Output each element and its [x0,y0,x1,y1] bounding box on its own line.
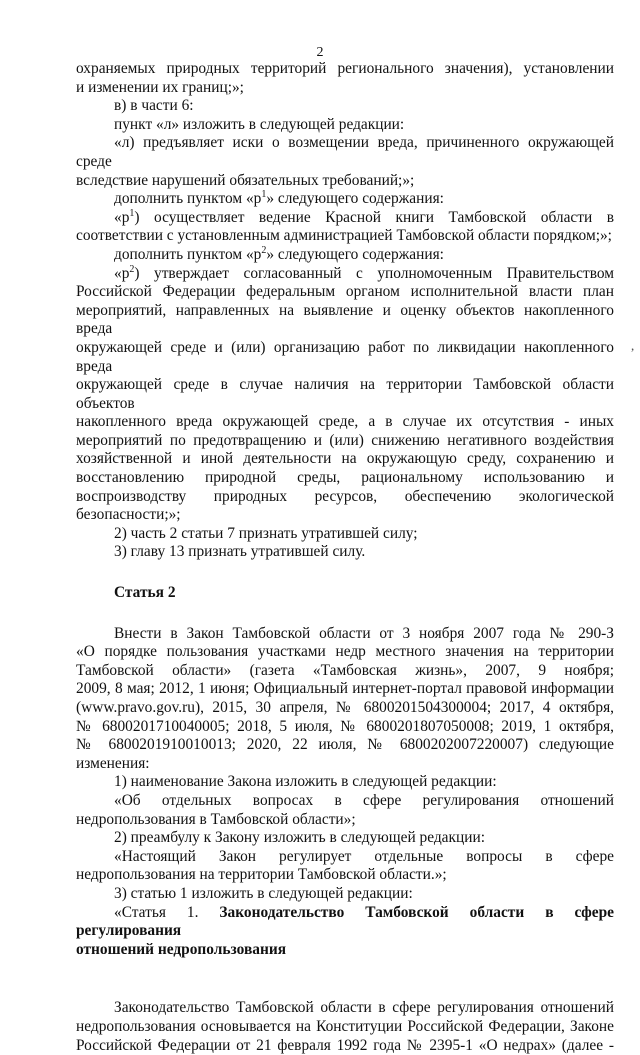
text-line: № 6800201910010013; 2020, 22 июля, № 6800202007220007) следующие изменения: [76,736,614,773]
article-title-line: отношений недропользования [76,941,614,960]
text-line: накопленного вреда окружающей среде, а в случае их отсутствия - иных [76,413,614,432]
text-line: 3) главу 13 признать утратившей силу. [76,543,614,562]
text-line: дополнить пунктом «$р^1$» следующего содержания: [76,190,614,209]
article-title-line: «Статья 1. Законодательство Тамбовской области в сфере регулирования [76,904,614,941]
text-line: окружающей среде в случае наличия на территории Тамбовской области объектов [76,376,614,413]
text-line: Российской Федерации от 21 февраля 1992 года № 2395-1 «О недрах» (далее - [76,1037,614,1055]
page-number: 2 [0,44,640,63]
edge-mark: , [631,337,634,356]
text-line: мероприятий по предотвращению и (или) снижению негативного воздействия [76,432,614,451]
text-line: охраняемых природных территорий регионального значения), установлении [76,60,614,79]
text-line: 2) преамбулу к Закону изложить в следующей редакции: [76,829,614,848]
text-line: 3) статью 1 изложить в следующей редакции: [76,885,614,904]
text-line: в) в части 6: [76,97,614,116]
text-line: вследствие нарушений обязательных требований;»; [76,172,614,191]
text-line: 2009, 8 мая; 2012, 1 июня; Официальный интернет-портал правовой информации [76,680,614,699]
text-line: соответствии с установленным администрацией Тамбовской области порядком;»; [76,227,614,246]
text-line: 2) часть 2 статьи 7 признать утратившей силу; [76,525,614,544]
text-line: воспроизводству природных ресурсов, обеспечению экологической [76,488,614,507]
text-line: № 6800201710040005; 2018, 5 июля, № 6800201807050008; 2019, 1 октября, [76,718,614,737]
article-heading: Статья 2 [76,584,614,603]
text-line: (www.pravo.gov.ru), 2015, 30 апреля, № 6800201504300004; 2017, 4 октября, [76,699,614,718]
text-line: Российской Федерации федеральным органом исполнительной власти план [76,283,614,302]
text-line: хозяйственной и иной деятельности на окружающую среду, сохранению и [76,450,614,469]
document-body [76,60,614,1055]
text-line: «Об отдельных вопросах в сфере регулирования отношений [76,792,614,811]
text-line: «$р^2$) утверждает согласованный с уполномоченным Правительством [76,265,614,284]
text-line: Внести в Закон Тамбовской области от 3 ноября 2007 года № 290-З [76,625,614,644]
text-line: мероприятий, направленных на выявление и оценку объектов накопленного вреда [76,302,614,339]
text-line: «Настоящий Закон регулирует отдельные вопросы в сфере [76,848,614,867]
text-line: пункт «л» изложить в следующей редакции: [76,116,614,135]
text-line: безопасности;»; [76,506,614,525]
text-line: «л) предъявляет иски о возмещении вреда, причиненного окружающей среде [76,134,614,171]
text-line: недропользования основывается на Конституции Российской Федерации, Законе [76,1018,614,1037]
text-line: восстановлению природной среды, рациональному использованию и [76,469,614,488]
text-line: «$р^1$) осуществляет ведение Красной книги Тамбовской области в [76,209,614,228]
text-line: и изменении их границ;»; [76,79,614,98]
text-line: дополнить пунктом «$р^2$» следующего содержания: [76,246,614,265]
text-line: недропользования в Тамбовской области»; [76,811,614,830]
text-line: «О порядке пользования участками недр местного значения на территории [76,643,614,662]
text-line: Тамбовской области» (газета «Тамбовская жизнь», 2007, 9 ноября; [76,662,614,681]
text-line: 1) наименование Закона изложить в следующей редакции: [76,773,614,792]
text-line: окружающей среде и (или) организацию работ по ликвидации накопленного вреда [76,339,614,376]
text-line: недропользования на территории Тамбовской области.»; [76,866,614,885]
text-line: Законодательство Тамбовской области в сфере регулирования отношений [76,999,614,1018]
